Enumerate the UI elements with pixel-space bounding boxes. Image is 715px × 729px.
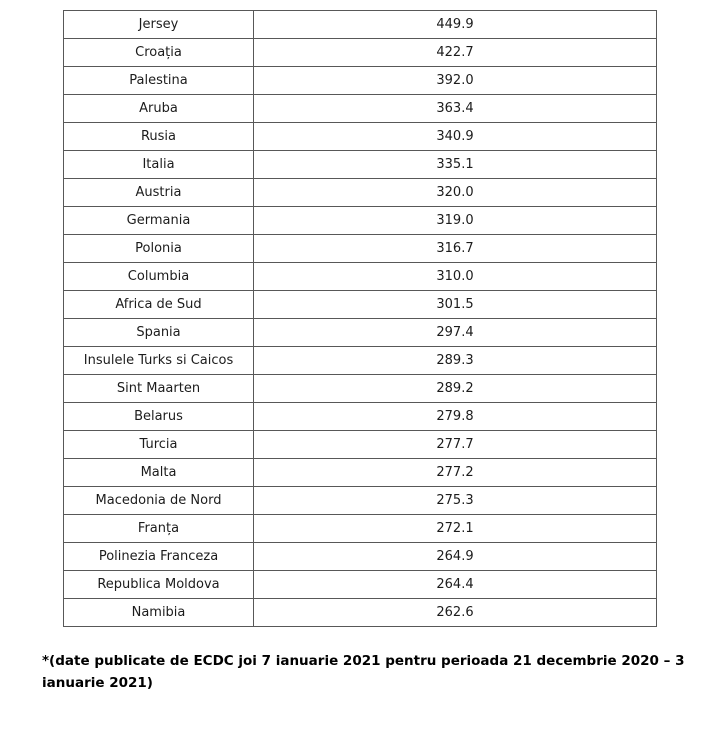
table-row [64,151,657,179]
table-row [64,543,657,571]
country-cell: Palestina [64,67,254,95]
value-cell: 297.4 [254,319,657,347]
table-row [64,375,657,403]
table-row [64,207,657,235]
table-row [64,459,657,487]
country-cell: Sint Maarten [64,375,254,403]
country-cell: Belarus [64,403,254,431]
country-cell: Jersey [64,11,254,39]
country-cell: Croația [64,39,254,67]
value-cell: 289.2 [254,375,657,403]
table-row [64,95,657,123]
value-cell: 335.1 [254,151,657,179]
value-cell: 310.0 [254,263,657,291]
table-row [64,179,657,207]
value-cell: 363.4 [254,95,657,123]
value-cell: 392.0 [254,67,657,95]
value-cell: 301.5 [254,291,657,319]
country-cell: Insulele Turks si Caicos [64,347,254,375]
table-row [64,347,657,375]
country-value-table [63,10,657,627]
country-cell: Germania [64,207,254,235]
value-cell: 275.3 [254,487,657,515]
country-cell: Franța [64,515,254,543]
value-cell: 264.9 [254,543,657,571]
table-row [64,487,657,515]
country-cell: Macedonia de Nord [64,487,254,515]
country-cell: Aruba [64,95,254,123]
country-cell: Namibia [64,599,254,627]
table-row [64,403,657,431]
table-row [64,67,657,95]
table-row [64,291,657,319]
footnote: *(date publicate de ECDC joi 7 ianuarie 2021 pentru perioada 21 decembrie 2020 – 3 ianuarie 2021) [42,653,685,691]
value-cell: 316.7 [254,235,657,263]
table-row [64,11,657,39]
value-cell: 272.1 [254,515,657,543]
table-row [64,123,657,151]
value-cell: 279.8 [254,403,657,431]
country-cell: Malta [64,459,254,487]
country-cell: Polinezia Franceza [64,543,254,571]
country-cell: Republica Moldova [64,571,254,599]
country-cell: Polonia [64,235,254,263]
table-row [64,571,657,599]
country-cell: Africa de Sud [64,291,254,319]
table-row [64,431,657,459]
value-cell: 277.2 [254,459,657,487]
country-table-body [64,11,657,627]
country-cell: Columbia [64,263,254,291]
value-cell: 320.0 [254,179,657,207]
table-row [64,515,657,543]
value-cell: 319.0 [254,207,657,235]
country-cell: Austria [64,179,254,207]
value-cell: 449.9 [254,11,657,39]
country-cell: Spania [64,319,254,347]
value-cell: 289.3 [254,347,657,375]
table-row [64,235,657,263]
value-cell: 340.9 [254,123,657,151]
country-cell: Turcia [64,431,254,459]
table-row [64,263,657,291]
table-row [64,39,657,67]
value-cell: 277.7 [254,431,657,459]
table-row [64,319,657,347]
table-row [64,599,657,627]
country-cell: Italia [64,151,254,179]
country-cell: Rusia [64,123,254,151]
value-cell: 422.7 [254,39,657,67]
value-cell: 264.4 [254,571,657,599]
value-cell: 262.6 [254,599,657,627]
